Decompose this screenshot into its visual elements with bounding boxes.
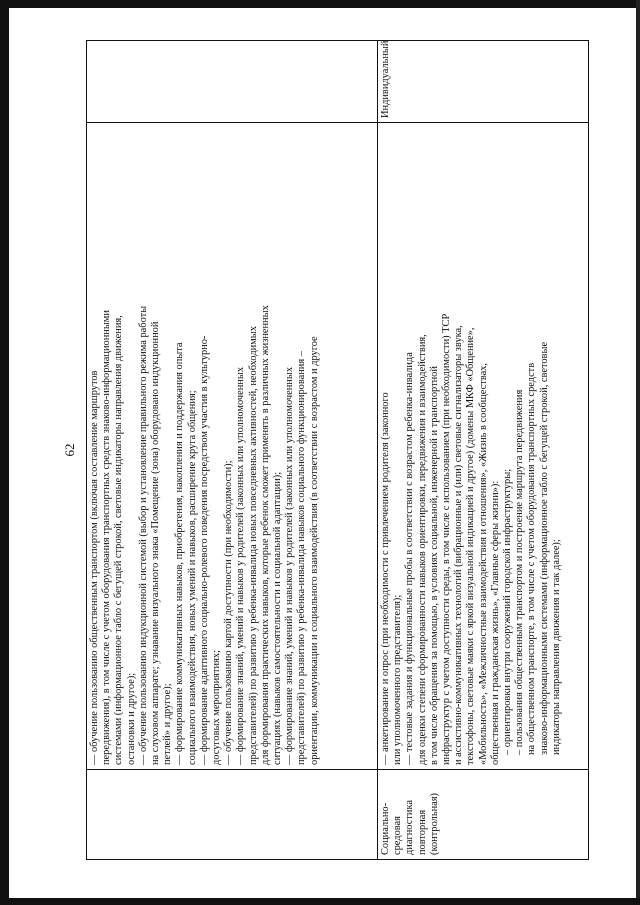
text-line: на слуховом аппарате; узнавание визуального знака «Помещение (зона) оборудовано индукционной — [150, 321, 162, 765]
cell-type — [87, 770, 378, 860]
text-line: — формирование знаний, умений и навыков у родителей (законных или уполномоченных — [235, 366, 247, 765]
form-label: Индивидуальный — [380, 40, 391, 118]
cell-content — [378, 123, 589, 770]
text-line: представителей) по развитию у ребенка-инвалида навыков социального функционирования – — [296, 351, 308, 765]
scan-edge-left — [0, 0, 9, 905]
cell-content — [87, 123, 378, 770]
page-number: 62 — [62, 443, 77, 457]
text-line: — обучение пользованию картой доступности (при необходимости); — [223, 460, 235, 765]
table-row — [378, 41, 589, 860]
text-line: знаково-информационными системами (информационное табло с бегущей строкой, световые — [538, 341, 550, 755]
text-line: петлей» и другое); — [162, 683, 174, 765]
text-line: – ориентировки внутри сооружений городской инфраструктуры; — [502, 468, 514, 755]
text-line: «Мобильность», «Межличностные взаимодействия и отношения», «Жизнь в сообществах, — [477, 362, 489, 765]
text-line: или уполномоченного представителя); — [392, 594, 404, 765]
text-line: — формирование знаний, умений и навыков у родителей (законных или уполномоченных — [284, 366, 296, 765]
text-line: на общественном транспорте, в том числе с учетом оборудования транспортных средств — [526, 362, 538, 755]
text-line: в том числе обращения за помощью, в условиях социальной, инженерной и транспортной — [428, 366, 440, 765]
text-line: индикаторы направления движения и так далее); — [550, 539, 562, 755]
text-line: общественная и гражданская жизнь», «Главные сферы жизни»): — [489, 480, 501, 765]
diagnostics-type-label: Социально-средовая диагностика повторная (контрольная) — [380, 793, 440, 855]
text-line: системами (информационное табло с бегущей строкой, световые индикаторы направления движения, — [113, 315, 125, 765]
text-line: остановки и другое); — [125, 672, 137, 765]
scan-edge-top — [0, 0, 640, 8]
text-line: — формирование адаптивного социально-ролевого поведения посредством участия в культурно- — [198, 335, 210, 765]
text-line: для оценки степени сформированности навыков ориентировки, передвижения и взаимодействия, — [416, 334, 428, 765]
text-line: — формирование коммуникативных навыков, приобретения, накопления и поддержания опыта — [174, 342, 186, 765]
text-line: социального взаимодействия, новых умений и навыков, расширение круга общения; — [186, 390, 198, 765]
cell-type — [378, 770, 589, 860]
text-line: для формирования практических навыков, которые ребенок сможет применять в различных жизненных — [259, 305, 271, 765]
table-row — [87, 41, 378, 860]
text-line: представителей) по развитию у ребенка-инвалида новых повседневных активностей, необходимых — [247, 326, 259, 765]
text-line: — тестовые задания и функциональные пробы в соответствии с возрастом ребенка-инвалида — [404, 352, 416, 765]
rehabilitation-table — [86, 40, 589, 860]
cell-form — [378, 41, 589, 123]
cell-form — [87, 41, 378, 123]
text-line: — обучение пользованию индукционной системой (выбор и установление правильного режима работы — [137, 305, 149, 765]
text-line: досуговых мероприятиях; — [211, 650, 223, 765]
text-line: — анкетирование и опрос (при необходимости с привлечением родителя (законного — [380, 392, 391, 765]
text-line: ситуациях (навыков самостоятельности и социальной адаптации); — [272, 471, 284, 765]
scan-edge-bottom — [0, 898, 640, 905]
text-line: текстофоны, световые маяки с яркой визуальной индикацией и другое) (домены МКФ «Общение», — [465, 327, 477, 765]
scan-edge-right — [636, 0, 640, 905]
text-line: – пользования общественным транспортом и построение маршрута передвижения — [514, 389, 526, 755]
rotated-page — [62, 40, 588, 860]
text-line: передвижения), в том числе с учетом оборудования транспортных средств знаково-информационными — [101, 310, 113, 765]
text-line: инфраструктур с учетом доступности среды, в том числе с использованием (при необходимости) ТСР — [441, 313, 453, 765]
text-line: — обучение пользованию общественным транспортом (включая составление маршрутов — [89, 370, 100, 765]
text-line: и ассистивно-коммуникативных технологий (вибрационные и (или) световые сигнализаторы звука, — [453, 325, 465, 765]
text-line: ориентации, коммуникации и социального взаимодействия (в соответствии с возрастом и другое — [308, 336, 320, 765]
